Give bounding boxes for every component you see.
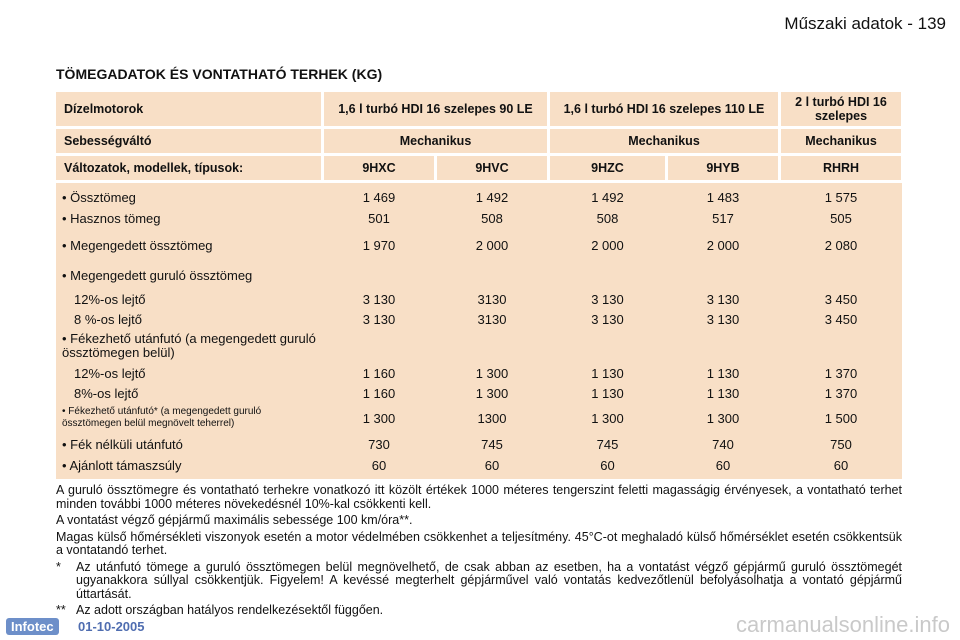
engine-1: 1,6 l turbó HDI 16 szelepes 90 LE xyxy=(324,92,547,126)
cell: 730 xyxy=(368,436,390,452)
cell: 3 130 xyxy=(591,311,624,327)
row-label: • Össztömeg xyxy=(62,189,136,205)
table-body xyxy=(56,183,902,479)
footnote-2-mark: ** xyxy=(56,603,66,617)
cell: 3 130 xyxy=(362,291,396,307)
cell: 1 370 xyxy=(824,365,858,381)
table-row xyxy=(56,289,902,309)
cell: 1 492 xyxy=(475,189,509,205)
cell: 745 xyxy=(596,436,619,452)
cell xyxy=(781,261,901,289)
cell: 1300 xyxy=(477,410,507,426)
variant-3: 9HZC xyxy=(550,156,665,180)
section-title: TÖMEGADATOK ÉS VONTATHATÓ TERHEK (KG) xyxy=(56,66,383,82)
watermark: carmanualsonline.info xyxy=(735,612,950,637)
cell: 1 970 xyxy=(362,237,396,253)
cell: 501 xyxy=(368,210,390,226)
cell: 1 370 xyxy=(824,385,858,401)
gearbox-label: Sebességváltó xyxy=(56,129,321,153)
footnote-2-text: Az adott országban hatályos rendelkezésektől függően. xyxy=(76,603,384,617)
table-row xyxy=(56,207,902,229)
variant-5: RHRH xyxy=(781,156,901,180)
cell: 3130 xyxy=(477,291,507,307)
row-label: • Hasznos tömeg xyxy=(62,210,161,226)
cell: 1 160 xyxy=(362,385,396,401)
cell: 3 130 xyxy=(706,311,740,327)
weights-table xyxy=(56,92,902,479)
variant-4: 9HYB xyxy=(668,156,778,180)
row-label: • Ajánlott támaszsúly xyxy=(62,457,182,473)
cell: 1 500 xyxy=(824,410,858,426)
table-row xyxy=(56,261,902,289)
cell: 1 300 xyxy=(475,365,509,381)
cell xyxy=(668,261,778,289)
cell xyxy=(550,329,665,363)
table-row xyxy=(56,309,902,329)
cell: 2 000 xyxy=(475,237,509,253)
cell xyxy=(437,329,547,363)
cell xyxy=(550,261,665,289)
cell: 1 130 xyxy=(591,365,624,381)
cell: 1 469 xyxy=(362,189,396,205)
row-label: • Megengedett guruló össztömeg xyxy=(62,267,253,283)
row-label: 8 %-os lejtő xyxy=(74,311,142,327)
cell: 60 xyxy=(371,457,387,473)
row-label: • Megengedett össztömeg xyxy=(62,237,213,253)
gearbox-header-row xyxy=(56,129,902,153)
cell xyxy=(668,329,778,363)
cell: 517 xyxy=(712,210,734,226)
table-row xyxy=(56,187,902,207)
footnote-1 xyxy=(56,561,902,602)
page-header: Műszaki adatok - 139 xyxy=(784,14,946,33)
cell: 505 xyxy=(830,210,852,226)
table-row xyxy=(56,329,902,363)
cell: 2 080 xyxy=(824,237,858,253)
cell: 1 160 xyxy=(362,365,396,381)
cell xyxy=(324,261,434,289)
cell: 60 xyxy=(484,457,500,473)
cell: 1 130 xyxy=(706,365,740,381)
cell xyxy=(437,261,547,289)
gearbox-3: Mechanikus xyxy=(781,129,901,153)
row-label: • Fék nélküli utánfutó xyxy=(62,436,183,452)
row-label: 12%-os lejtő xyxy=(74,365,146,381)
engine-header-row xyxy=(56,92,902,126)
cell: 740 xyxy=(712,436,734,452)
engine-label: Dízelmotorok xyxy=(56,92,321,126)
cell: 508 xyxy=(596,210,619,226)
footnote-1-text: Az utánfutó tömege a guruló össztömegen belül megnövelhető, de csak abban az esetben, ha a vontatást végző gépjármű guruló össztömegét ugyanakkora súllyal csökkentjük. Figyelem! A kevéssé megterhelt gépjárművel való vontatás kedvezőtlenül befolyásolhatja a vontató gépjármű úttartását. xyxy=(76,559,902,601)
cell: 60 xyxy=(833,457,849,473)
cell: 1 130 xyxy=(591,385,624,401)
variant-2: 9HVC xyxy=(437,156,547,180)
cell: 2 000 xyxy=(706,237,740,253)
cell: 1 300 xyxy=(475,385,509,401)
row-label: • Fékezhető utánfutó (a megengedett guruló össztömegen belül) xyxy=(62,331,316,360)
variants-label: Változatok, modellek, típusok: xyxy=(56,156,321,180)
cell: 60 xyxy=(600,457,615,473)
gearbox-2: Mechanikus xyxy=(550,129,778,153)
cell: 1 492 xyxy=(591,189,624,205)
variants-header-row xyxy=(56,156,902,180)
cell: 1 300 xyxy=(591,410,624,426)
row-label: • Fékezhető utánfutó* (a megengedett guruló össztömegen belül megnövelt teherrel) xyxy=(62,406,262,429)
cell: 745 xyxy=(481,436,503,452)
cell: 508 xyxy=(481,210,503,226)
cell: 3 130 xyxy=(706,291,740,307)
notes xyxy=(56,484,902,621)
table-row xyxy=(56,229,902,261)
cell: 60 xyxy=(715,457,731,473)
cell: 1 575 xyxy=(824,189,858,205)
row-label: 8%-os lejtő xyxy=(74,385,139,401)
cell: 3 450 xyxy=(824,291,858,307)
cell: 1 300 xyxy=(706,410,740,426)
cell xyxy=(324,329,434,363)
table-row xyxy=(56,433,902,455)
cell: 1 130 xyxy=(706,385,740,401)
footer-date: 01-10-2005 xyxy=(78,619,145,634)
cell: 750 xyxy=(830,436,852,452)
table-row xyxy=(56,455,902,475)
table-row xyxy=(56,403,902,433)
table-row xyxy=(56,363,902,383)
cell xyxy=(781,329,901,363)
cell: 2 000 xyxy=(591,237,624,253)
cell: 3 130 xyxy=(362,311,396,327)
note-altitude: A guruló össztömegre és vontatható terhekre vonatkozó itt közölt értékek 1000 méteres tengerszint feletti magasságig érvényesek, a vontatható terhet minden további 1000 méteres növekedésnél 10%-kal csökkenti kell. xyxy=(56,483,902,511)
cell: 1 300 xyxy=(362,410,396,426)
cell: 1 483 xyxy=(706,189,740,205)
engine-2: 1,6 l turbó HDI 16 szelepes 110 LE xyxy=(550,92,778,126)
cell: 3 450 xyxy=(824,311,858,327)
gearbox-1: Mechanikus xyxy=(324,129,547,153)
infotec-logo: Infotec xyxy=(6,618,59,635)
footnote-1-mark: * xyxy=(56,559,61,574)
variant-1: 9HXC xyxy=(324,156,434,180)
engine-3: 2 l turbó HDI 16 szelepes xyxy=(781,92,901,126)
note-temperature: Magas külső hőmérsékleti viszonyok esetén a motor védelmében csökkenhet a teljesítmény. 45°C-ot meghaladó külső hőmérséklet esetén csökkentsük a vontatandó terhet. xyxy=(56,529,902,557)
cell: 3 130 xyxy=(591,291,624,307)
row-label: 12%-os lejtő xyxy=(74,291,146,307)
note-speed: A vontatást végző gépjármű maximális sebessége 100 km/óra**. xyxy=(56,513,413,527)
table-row xyxy=(56,383,902,403)
cell: 3130 xyxy=(477,311,507,327)
